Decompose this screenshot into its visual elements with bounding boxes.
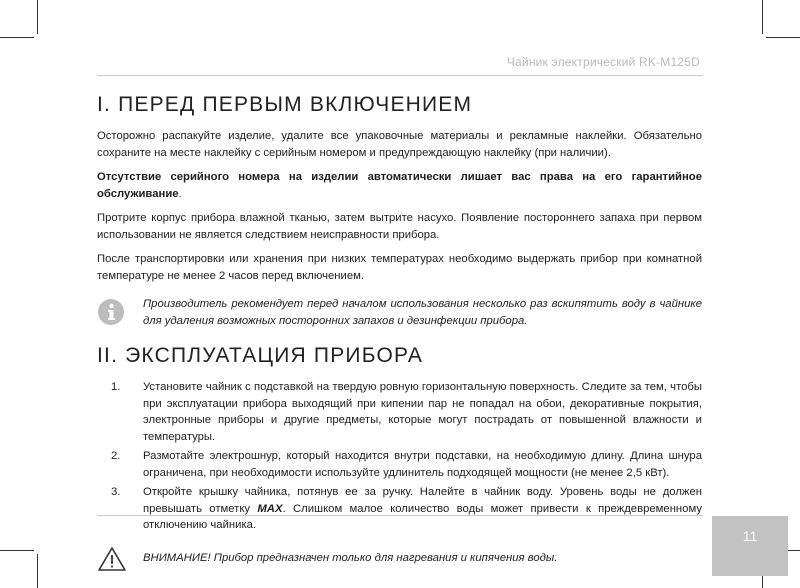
page-number-box: [712, 516, 788, 576]
header-divider: [97, 75, 703, 76]
page-number: 11: [742, 528, 758, 544]
crop-mark: [0, 550, 34, 551]
crop-mark: [37, 0, 38, 34]
max-mark: MAX: [257, 502, 283, 515]
list-item-text-part: . Слишком малое количество воды может привести к преждевременному отключению чайника.: [143, 502, 702, 531]
crop-mark: [766, 37, 800, 38]
warning-note: [97, 546, 702, 577]
list-item: [97, 379, 702, 445]
paragraph-unpack: Осторожно распакуйте изделие, удалите все упаковочные материалы и рекламные наклейки. Обязательно сохраните на месте наклейку с серийным номером и предупреждающую наклейку (при наличии).: [97, 130, 702, 159]
list-item-number: 2.: [111, 450, 121, 462]
list-item-text: Установите чайник с подставкой на твердую ровную горизонтальную поверхность. Следите за тем, чтобы при эксплуатации прибора выходящий при кипении пар не попадал на обои, декоративные покрытия, электронные приборы и другие предметы, которые могут пострадать от повышенной влажности и температуры.: [143, 381, 702, 443]
list-item: [97, 448, 702, 481]
header-title: Чайник электрический RK-M125D: [506, 55, 700, 69]
warning-note-text: ВНИМАНИЕ! Прибор предназначен только для нагревания и кипячения воды.: [143, 551, 558, 564]
crop-mark: [0, 37, 34, 38]
list-item-text-part: Откройте крышку чайника, потянув ее за ручку. Налейте в чайник воду. Уровень воды не должен превышать отметку: [143, 486, 702, 515]
list-item-number: 3.: [111, 486, 121, 498]
info-note-text: Производитель рекомендует перед началом использования несколько раз вскипятить воду в чайнике для удаления возможных посторонних запахов и дезинфекции прибора.: [143, 298, 702, 327]
paragraph-transport: После транспортировки или хранения при низких температурах необходимо выдержать прибор при комнатной температуре не менее 2 часов перед включением.: [97, 253, 702, 282]
serial-warning-end: .: [178, 187, 182, 200]
page-content: [97, 92, 702, 577]
list-item-text: Размотайте электрошнур, который находится внутри подставки, на необходимую длину. Длина шнура ограничена, при необходимости используйте удлинитель подходящей мощности (не менее 2,5 кВт).: [143, 450, 702, 479]
section-1-heading: I. ПЕРЕД ПЕРВЫМ ВКЛЮЧЕНИЕМ: [97, 93, 473, 116]
list-item-number: 1.: [111, 381, 121, 393]
footer-divider: [97, 515, 703, 516]
paragraph-serial: [97, 169, 702, 202]
section-2-heading: II. ЭКСПЛУАТАЦИЯ ПРИБОРА: [97, 344, 424, 367]
info-note: [97, 296, 702, 331]
list-item: [97, 484, 702, 534]
serial-warning-bold: Отсутствие серийного номера на изделии автоматически лишает вас права на его гарантийное обслуживание: [97, 171, 702, 200]
paragraph-wipe: Протрите корпус прибора влажной тканью, затем вытрите насухо. Появление постороннего запаха при первом использовании не является следствием неисправности прибора.: [97, 212, 702, 241]
crop-mark: [37, 554, 38, 588]
crop-mark: [762, 0, 763, 34]
list-item-text: [143, 484, 702, 534]
warning-icon: [97, 546, 127, 572]
instructions-list: [97, 379, 702, 534]
info-icon: [97, 298, 125, 326]
